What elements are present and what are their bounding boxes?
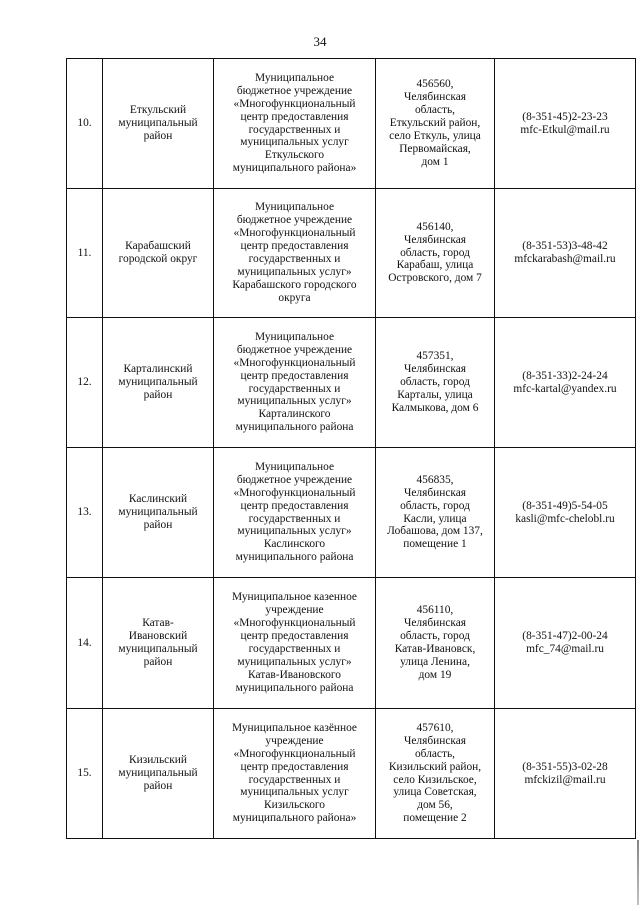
table-row <box>67 578 636 709</box>
email-link[interactable]: mfc-kartal@yandex.ru <box>513 382 617 395</box>
scan-edge-mark <box>637 840 639 905</box>
organization-name: Муниципальное бюджетное учреждение «Многофункциональный центр предоставления государственных и муниципальных услуг» Карабашского городского округа <box>214 189 376 318</box>
municipality-name: Еткульский муниципальный район <box>103 59 214 189</box>
contacts-cell <box>495 709 636 839</box>
row-number: 11. <box>67 189 103 318</box>
address: 457610, Челябинская область, Кизильский район, село Кизильское, улица Советская, дом 56, помещение 2 <box>376 709 495 839</box>
address: 456835, Челябинская область, город Касли, улица Лобашова, дом 137, помещение 1 <box>376 448 495 578</box>
phone-number: (8-351-33)2-24-24 <box>522 369 608 382</box>
phone-number: (8-351-53)3-48-42 <box>522 240 608 253</box>
organization-name: Муниципальное бюджетное учреждение «Многофункциональный центр предоставления государственных и муниципальных услуг» Карталинского муниципального района <box>214 318 376 448</box>
contacts-cell <box>495 59 636 189</box>
table-row <box>67 448 636 578</box>
email-link[interactable]: mfckarabash@mail.ru <box>514 253 616 265</box>
email-link[interactable]: mfckizil@mail.ru <box>524 773 606 786</box>
row-number: 14. <box>67 578 103 709</box>
organization-name: Муниципальное бюджетное учреждение «Многофункциональный центр предоставления государственных и муниципальных услуг» Каслинского муниципального района <box>214 448 376 578</box>
address: 456110, Челябинская область, город Катав-Ивановск, улица Ленина, дом 19 <box>376 578 495 709</box>
municipality-name: Каслинский муниципальный район <box>103 448 214 578</box>
municipality-name: Карталинский муниципальный район <box>103 318 214 448</box>
address: 457351, Челябинская область, город Карталы, улица Калмыкова, дом 6 <box>376 318 495 448</box>
phone-number: (8-351-47)2-00-24 <box>522 630 608 643</box>
municipality-name: Кизильский муниципальный район <box>103 709 214 839</box>
contacts-cell <box>495 318 636 448</box>
organization-name: Муниципальное казенное учреждение «Многофункциональный центр предоставления государственных и муниципальных услуг» Катав-Ивановского муниципального района <box>214 578 376 709</box>
table-row <box>67 189 636 318</box>
email-link[interactable]: kasli@mfc-chelobl.ru <box>515 512 615 525</box>
table-row <box>67 59 636 189</box>
contacts-cell <box>495 578 636 709</box>
municipality-name: Катав- Ивановский муниципальный район <box>103 578 214 709</box>
organization-name: Муниципальное казённое учреждение «Многофункциональный центр предоставления государственных и муниципальных услуг Кизильского муниципального района» <box>214 709 376 839</box>
page-number: 34 <box>313 34 327 49</box>
table-row <box>67 318 636 448</box>
phone-number: (8-351-45)2-23-23 <box>522 110 608 123</box>
email-link[interactable]: mfc_74@mail.ru <box>526 643 604 655</box>
phone-number: (8-351-55)3-02-28 <box>522 760 608 773</box>
organization-name: Муниципальное бюджетное учреждение «Многофункциональный центр предоставления государственных и муниципальных услуг Еткульского муниципального района» <box>214 59 376 189</box>
table-row <box>67 709 636 839</box>
municipality-name: Карабашский городской округ <box>103 189 214 318</box>
row-number: 10. <box>67 59 103 189</box>
contacts-cell <box>495 189 636 318</box>
mfc-table <box>66 58 636 839</box>
address: 456140, Челябинская область, город Карабаш, улица Островского, дом 7 <box>376 189 495 318</box>
row-number: 15. <box>67 709 103 839</box>
contacts-cell <box>495 448 636 578</box>
row-number: 12. <box>67 318 103 448</box>
address: 456560, Челябинская область, Еткульский район, село Еткуль, улица Первомайская, дом 1 <box>376 59 495 189</box>
row-number: 13. <box>67 448 103 578</box>
email-link[interactable]: mfc-Etkul@mail.ru <box>520 123 610 136</box>
phone-number: (8-351-49)5-54-05 <box>522 499 608 512</box>
